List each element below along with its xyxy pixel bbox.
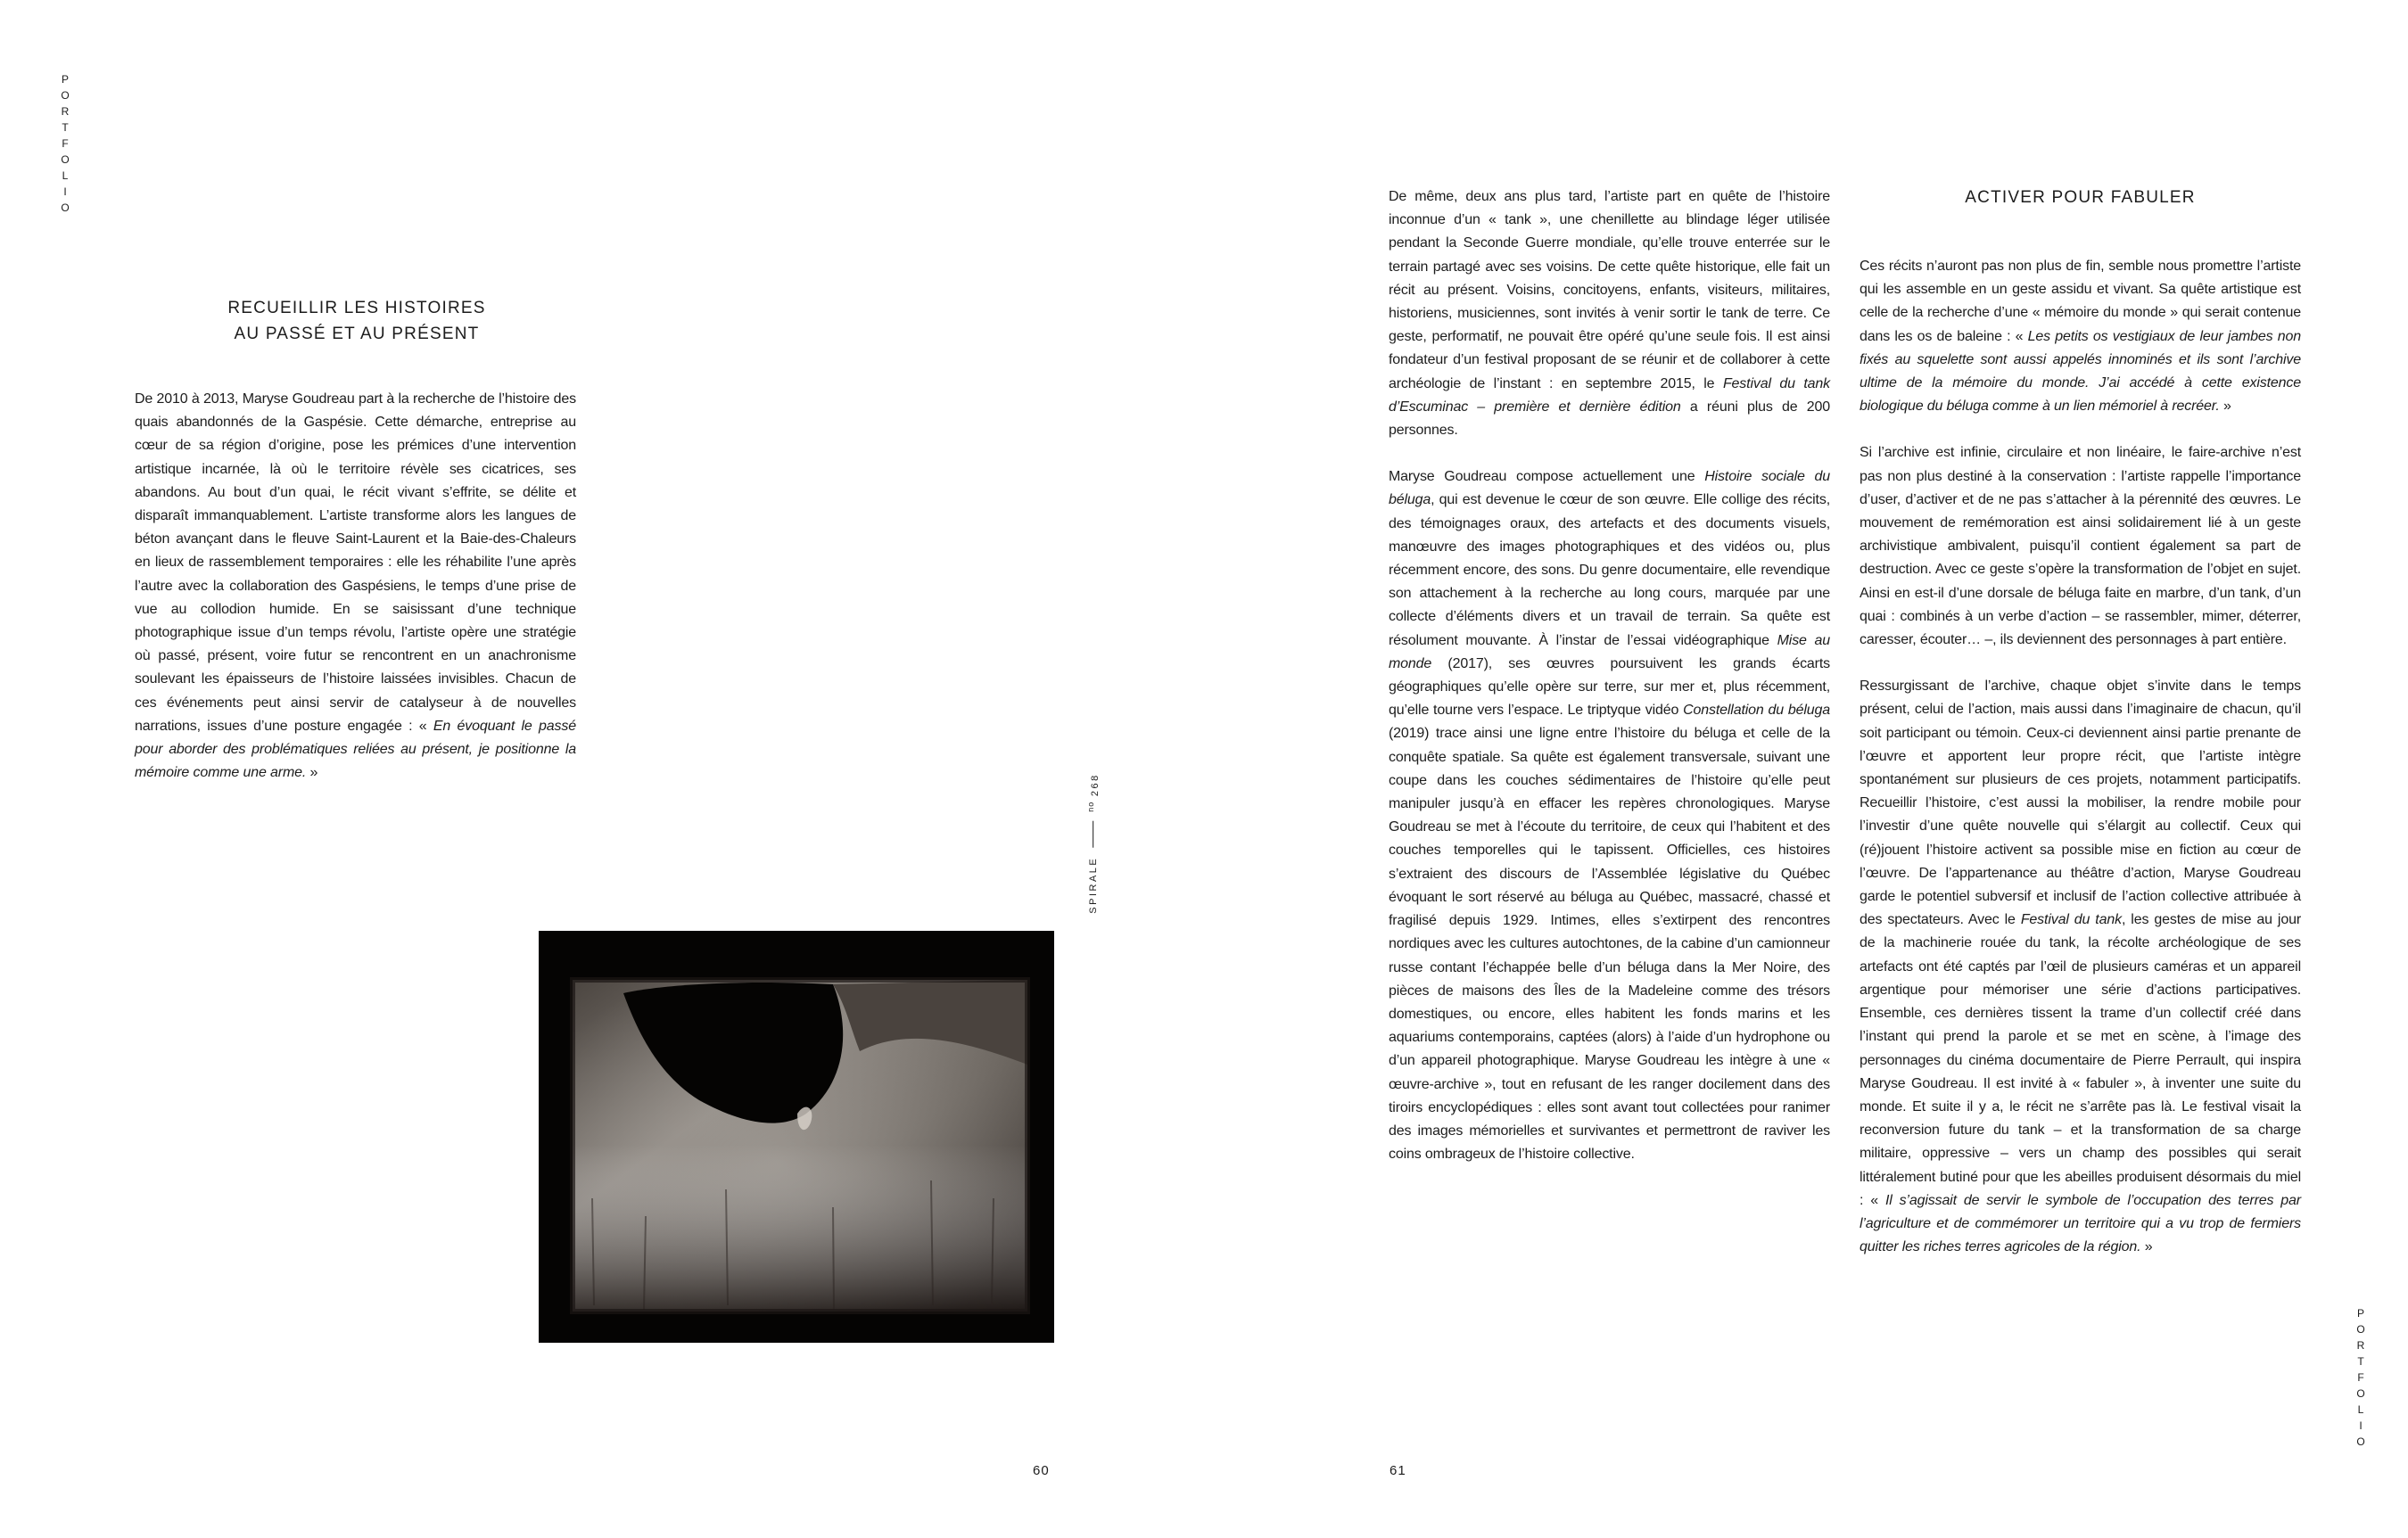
work-title: Festival du tank xyxy=(2020,912,2122,928)
running-header-letter: P xyxy=(2356,1307,2364,1320)
body-paragraph: Ces récits n’auront pas non plus de fin, semble nous promettre l’artiste qui les assemble en un geste assidu et vivant. Sa quête artistique est celle de la recherche d’une « mémoire du monde » qui serait contenue dans les os de baleine : « Les petits os vestigiaux de leur jambes non fixés au squelette sont aussi appelés innominés et ils sont l’archive ultime de la mémoire du monde. J’ai accédé à cette existence biologique du béluga comme à un lien mémoriel à recréer. » xyxy=(1860,259,2301,415)
left-body-column xyxy=(135,388,576,785)
running-header-letter: O xyxy=(2356,1387,2365,1400)
running-header-letter: T xyxy=(2357,1355,2364,1368)
heading-line-2: AU PASSÉ ET AU PRÉSENT xyxy=(234,325,480,343)
collodion-photograph xyxy=(539,931,1054,1343)
running-header-letter: L xyxy=(2357,1403,2364,1416)
photograph-image xyxy=(539,931,1054,1343)
work-title: Histoire sociale du béluga xyxy=(1389,469,1830,508)
artist-quote: Les petits os vestigiaux de leur jambes non fixés au squelette sont aussi appelés innominés et ils sont l’archive ultime de la mémoire du monde. J’ai accédé à cette existence biologique du béluga comme à un lien mémoriel à recréer. xyxy=(1860,328,2301,415)
running-header-right xyxy=(2354,1305,2367,1450)
right-body-column-1 xyxy=(1389,185,1830,1166)
page-number-left: 60 xyxy=(1033,1463,1050,1478)
running-header-left xyxy=(59,71,71,216)
body-paragraph: De même, deux ans plus tard, l’artiste part en quête de l’histoire inconnue d’un « tank », une chenillette au blindage léger utilisée pendant la Seconde Guerre mondiale, qu’elle trouve enterrée sur le terrain partagé avec ses voisins. De cette quête historique, elle fait un récit au présent. Voisins, concitoyens, enfants, visiteurs, militaires, historiens, musiciennes, sont invités à venir sortir le tank de terre. Ce geste, performatif, ne pouvait être opéré qu’une seule fois. Il est ainsi fondateur d’un festival proposant de se réunir et de collaborer à cette archéologie de l’instant : en septembre 2015, le Festival du tank d’Escuminac – première et dernière édition a réuni plus de 200 personnes. xyxy=(1389,189,1830,439)
running-header-letter: I xyxy=(2359,1419,2363,1432)
running-header-letter: I xyxy=(63,185,67,198)
right-body-column-2 xyxy=(1860,255,2301,1259)
running-header-letter: R xyxy=(2356,1339,2365,1352)
body-paragraph: Maryse Goudreau compose actuellement une Histoire sociale du béluga, qui est devenue le cœur de son œuvre. Elle collige des récits, des témoignages oraux, des artefacts et des documents visuels, manœuvre des images photographiques et des vidéos ou, plus récemment encore, des sons. Du genre documentaire, elle revendique son attachement à la recherche au long cours, marquée par une collecte d’éléments divers et un travail de terrain. Sa quête est résolument mouvante. À l’instar de l’essai vidéographique Mise au monde (2017), ses œuvres poursuivent les grands écarts géographiques qu’elle opère sur terre, sur mer et, plus récemment, qu’elle tourne vers l’espace. Le triptyque vidéo Constellation du béluga (2019) trace ainsi une ligne entre l’histoire du béluga et celle de la conquête spatiale. Sa quête est également transversale, suivant une coupe dans les couches sédimentaires de l’histoire qu’elle peut manipuler jusqu’à en effacer les repères chronologiques. Maryse Goudreau se met à l’écoute du territoire, de ceux qui l’habitent et des couches temporelles qui le tapissent. Officielles, ces histoires s’extraient des discours de l’Assemblée législative du Québec évoquant le sort réservé au béluga au Québec, massacré, chassé et fragilisé depuis 1929. Intimes, elles s’extirpent des rencontres nordiques avec les cultures autochtones, de la cabine d’un camionneur russe contant l’échappée belle d’un béluga dans la Mer Noire, des pièces de maisons des Îles de la Madeleine comme des trésors domestiques, ou encore, elles habitent les fonds marins et les aquariums contemporains, captées (alors) à l’aide d’un hydrophone ou d’un appareil photographique. Maryse Goudreau les intègre à une « œuvre-archive », tout en refusant de les ranger docilement dans des tiroirs encyclopédiques : elles sont avant tout collectées pour ranimer des images mémorielles et survivantes et permettront de raviver les coins ombrageux de l’histoire collective. xyxy=(1389,469,1830,1163)
running-header-letter: O xyxy=(61,202,70,214)
section-heading-right xyxy=(1859,185,2302,210)
work-title: Mise au monde xyxy=(1389,632,1830,671)
work-title: Constellation du béluga xyxy=(1683,703,1830,719)
journal-name: SPIRALE xyxy=(1088,856,1099,914)
body-paragraph: Ressurgissant de l’archive, chaque objet s’invite dans le temps présent, celui de l’action, mais aussi dans l’imaginaire de chacun, qu’il soit participant ou témoin. Ceux-ci deviennent ainsi partie prenante de l’œuvre et apportent leur propre récit, que l’artiste intègre spontanément sur plusieurs de ces projets, notamment participatifs. Recueillir l’histoire, c’est aussi la mobiliser, la rendre mobile pour l’investir d’une quête nouvelle qui s’élargit au collectif. Ceux qui (ré)jouent l’histoire activent sa possible mise en fiction au cœur de l’œuvre. De l’appartenance au théâtre d’action, Maryse Goudreau garde le potentiel subversif et inclusif de l’action collective attribuée à des spectateurs. Avec le Festival du tank, les gestes de mise au jour de la machinerie rouée du tank, la récolte archéologique de ses artefacts ont été captés par l’œil de plusieurs caméras et un appareil argentique pour mémoriser une série d’actions participatives. Ensemble, ces dernières tissent la trame d’un collectif créé dans l’instant qui prend la parole et se met en scène, à l’image des personnages du cinéma documentaire de Pierre Perrault, qui inspira Maryse Goudreau. Il est invité à « fabuler », à inventer une suite du monde. Et suite il y a, le récit ne s’arrête pas là. Le festival visait la reconversion future du tank – et la transformation de sa charge militaire, oppressive – vers un champ des possibles qui serait littéralement butiné pour que les abeilles produisent désormais du miel : « Il s’agissait de servir le symbole de l’occupation des terres par l’agriculture et de commémorer un territoire qui a vu trop de fermiers quitter les riches terres agricoles de la région. » xyxy=(1860,679,2301,1255)
running-header-letter: F xyxy=(2357,1371,2364,1384)
spine-label xyxy=(1086,773,1101,913)
artist-quote: Il s’agissait de servir le symbole de l’occupation des terres par l’agriculture et de commémorer un territoire qui a vu trop de fermiers quitter les riches terres agricoles de la région. xyxy=(1860,1192,2301,1255)
running-header-letter: L xyxy=(62,169,69,182)
running-header-letter: P xyxy=(61,73,69,86)
artist-quote: En évoquant le passé pour aborder des problématiques reliées au présent, je positionne la mémoire comme une arme. xyxy=(135,718,576,781)
running-header-letter: T xyxy=(62,121,69,134)
spine-rule xyxy=(1093,821,1094,848)
body-paragraph: De 2010 à 2013, Maryse Goudreau part à la recherche de l’histoire des quais abandonnés de la Gaspésie. Cette démarche, entreprise au cœur de sa région d’origine, pose les prémices d’une intervention artistique incarnée, là où le territoire révèle ses cicatrices, ses abandons. Au bout d’un quai, le récit vivant s’effrite, se délite et disparaît immanquablement. L’artiste transforme alors les langues de béton avançant dans le fleuve Saint-Laurent et la Baie-des-Chaleurs en lieux de rassemblement temporaires : elle les réhabilite l’une après l’autre avec la collaboration des Gaspésiens, le temps d’une prise de vue au collodion humide. En se saisissant d’une technique photographique issue d’un temps révolu, l’artiste opère une stratégie où passé, présent, voire futur se rencontrent en un anachronisme soulevant les épaisseurs de l’histoire laissées invisibles. Chacun de ces événements peut ainsi servir de catalyseur à de nouvelles narrations, issues d’une posture engagée : « En évoquant le passé pour aborder des problématiques reliées au présent, je positionne la mémoire comme une arme. » xyxy=(135,391,576,781)
running-header-letter: O xyxy=(2356,1323,2365,1336)
running-header-letter: O xyxy=(61,89,70,102)
heading-line-1: ACTIVER POUR FABULER xyxy=(1965,188,2196,207)
issue-label: $^{no}$ 268 xyxy=(1086,773,1101,812)
running-header-letter: R xyxy=(61,105,70,118)
body-paragraph: Si l’archive est infinie, circulaire et non linéaire, le faire-archive n’est pas non plus destiné à la conservation : l’artiste rappelle l’importance d’user, d’activer et de ne pas s’attacher à la pérennité des œuvres. Le mouvement de remémoration est ainsi solidairement lié à un geste archivistique ambivalent, puisqu’il contient également sa part de destruction. Avec ce geste s’opère la transformation de l’objet en sujet. Ainsi en est-il d’une dorsale de béluga faite en marbre, d’un tank, d’un quai : combinés à un verbe d’action – se rassembler, mimer, déterrer, caresser, écouter… –, ils deviennent des personnages à part entière. xyxy=(1860,445,2301,648)
section-heading-left xyxy=(134,295,580,347)
running-header-letter: F xyxy=(62,137,69,150)
work-title: Festival du tank d’Escuminac – première et dernière édition xyxy=(1389,375,1830,415)
running-header-letter: O xyxy=(2356,1435,2365,1448)
heading-line-1: RECUEILLIR LES HISTOIRES xyxy=(227,299,486,317)
page-number-right: 61 xyxy=(1390,1463,1406,1478)
running-header-letter: O xyxy=(61,153,70,166)
